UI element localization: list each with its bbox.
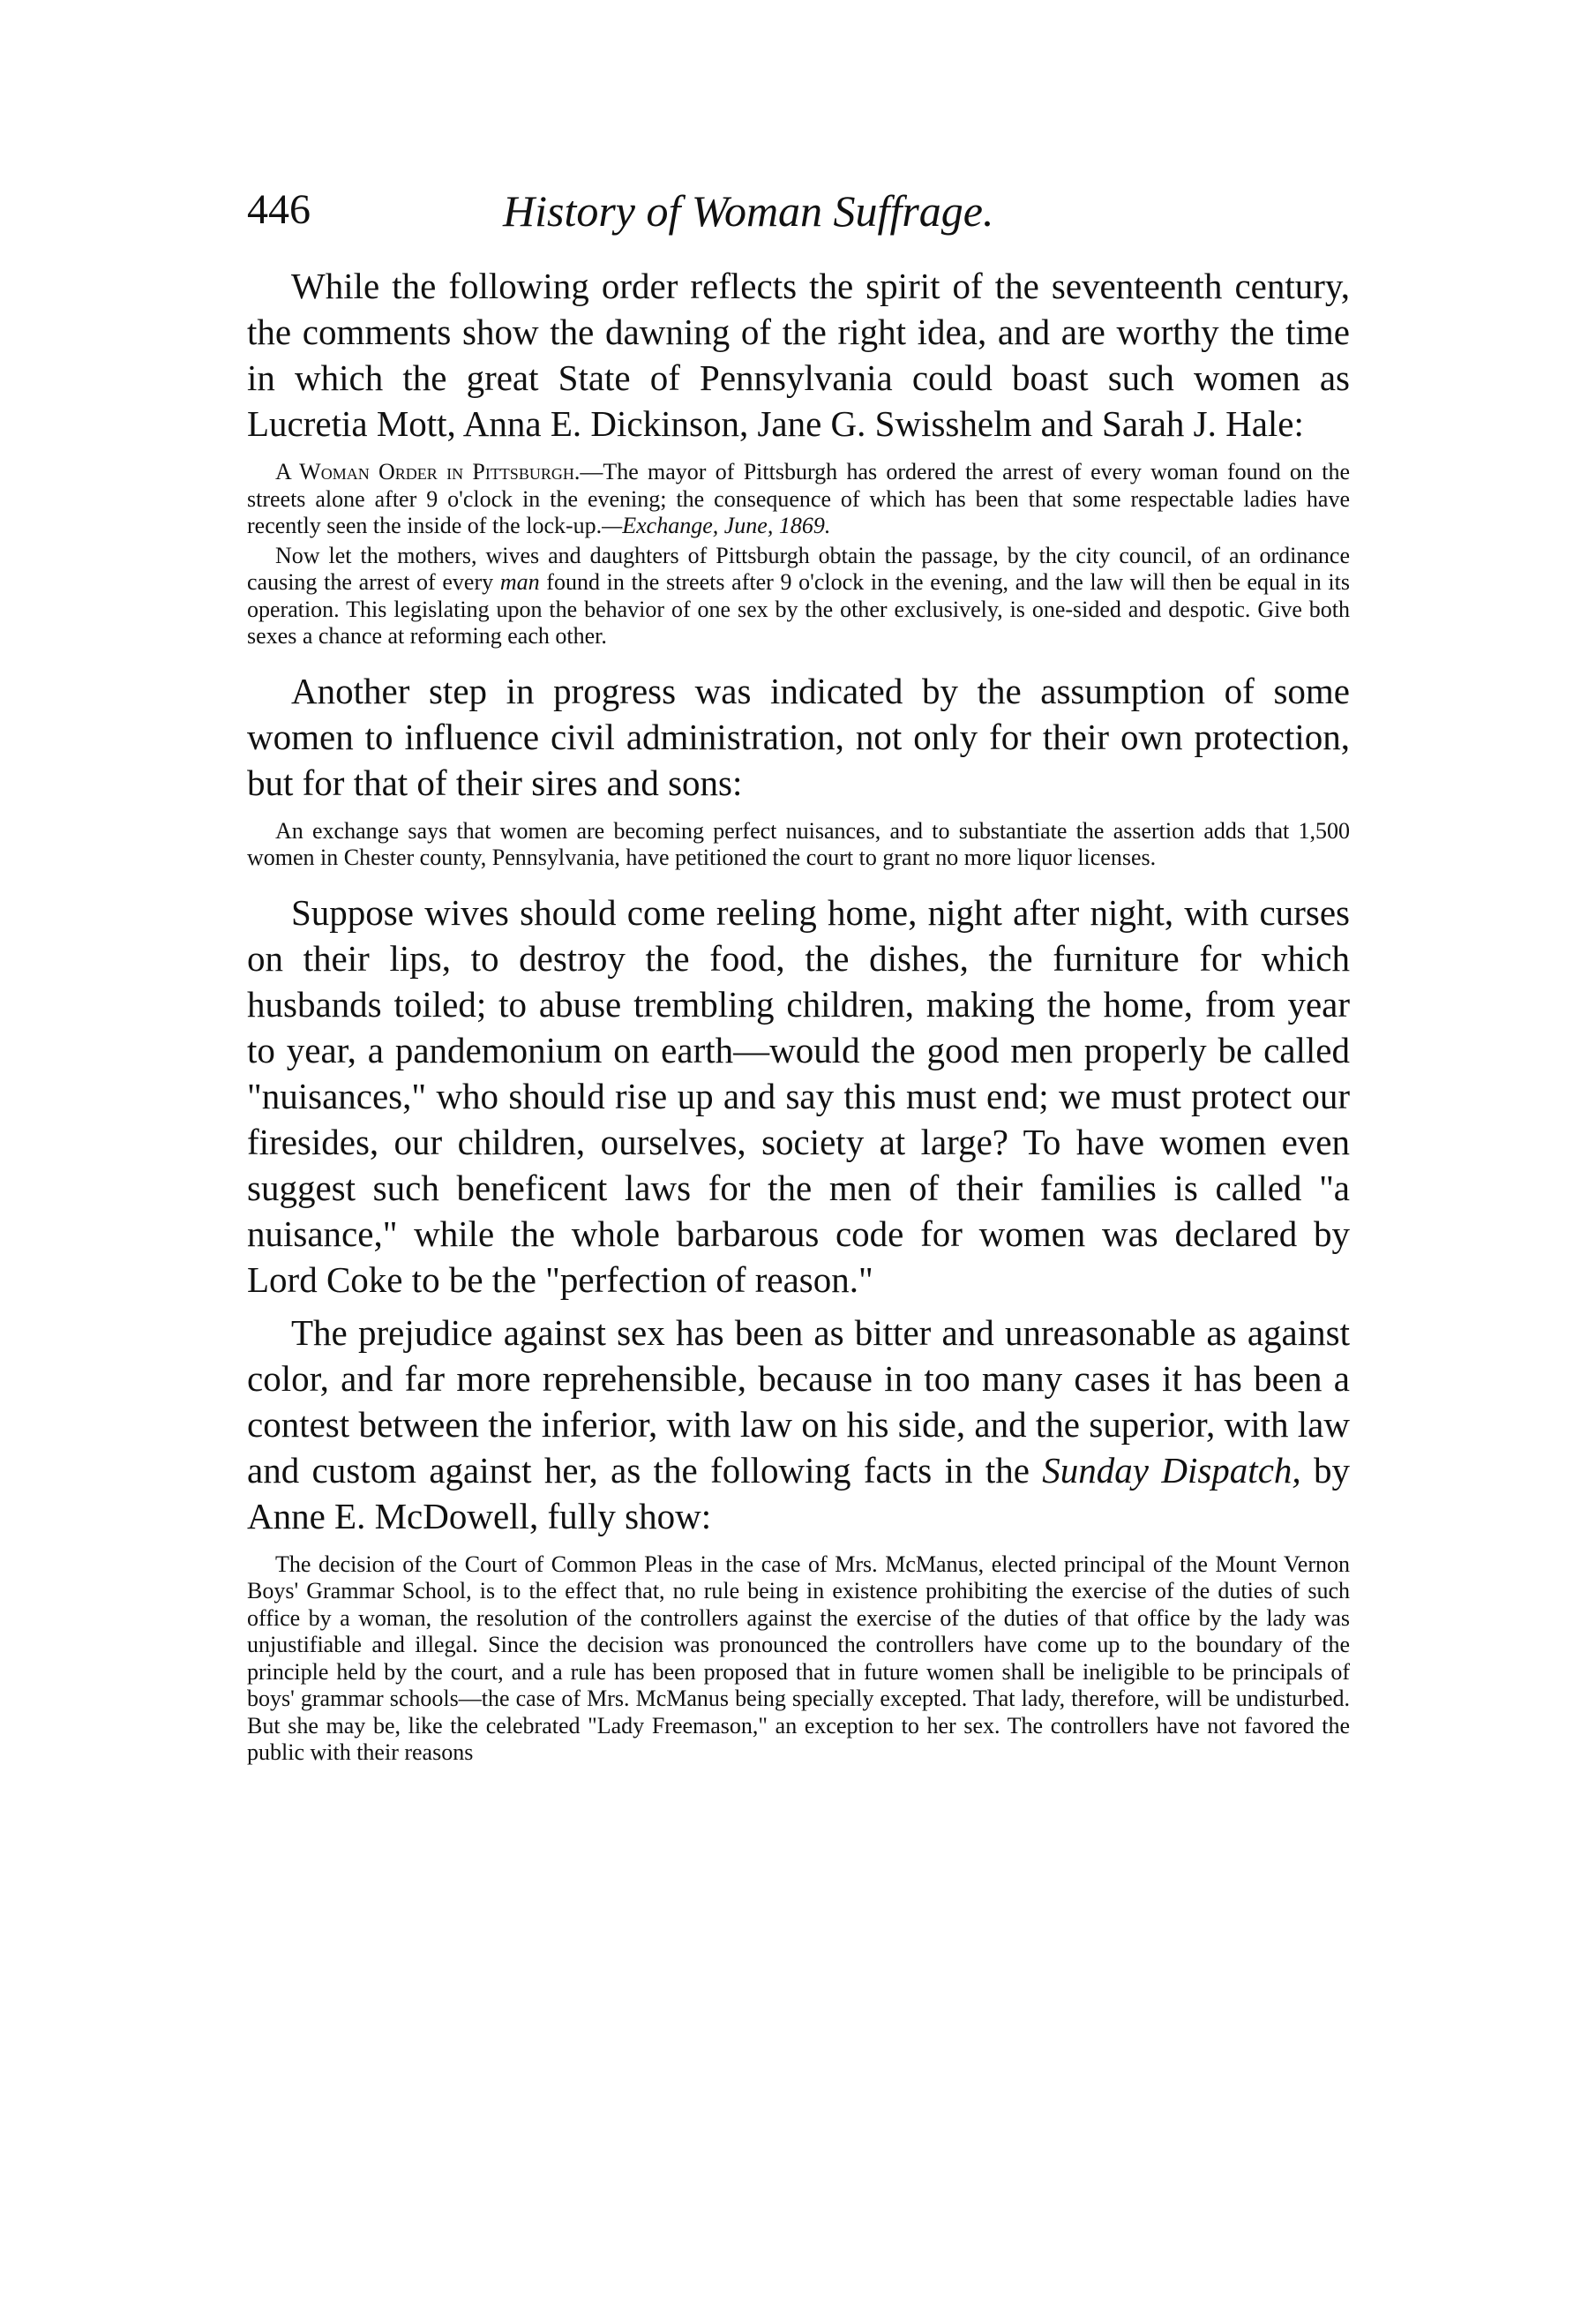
quote-comment-text: Now let the mothers, wives and daughters of Pittsburgh obtain the passage, by the city council, of an ordinance causing the arrest of every <box>247 542 1350 595</box>
quote-mcmanus-decision: The decision of the Court of Common Pleas in the case of Mrs. McManus, elected principal of the Mount Vernon Boys' Grammar School, is to the effect that, no rule being in existence prohibiting the exercise of the duties of such office by a woman, the resolution of the controllers against the exercise of the duties of that office by the lady was unjustifiable and illegal. Since the decision was pronounced the controllers have come up to the boundary of the principle held by the court, and a rule has been proposed that in future women shall be ineligible to be principals of boys' grammar schools—the case of Mrs. McManus being specially excepted. That lady, therefore, will be undisturbed. But she may be, like the celebrated "Lady Freemason," an exception to her sex. The controllers have not favored the public with their reasons <box>247 1551 1350 1765</box>
quote-pittsburgh-order <box>247 459 1350 540</box>
paragraph-civil-administration: Another step in progress was indicated by the assumption of some women to influence civil administration, not only for their own protection, but for that of their sires and sons: <box>247 670 1350 803</box>
emphasis-man: man <box>499 569 540 595</box>
running-head <box>247 185 1350 247</box>
quote-heading: A Woman Order in Pittsburgh. <box>275 459 581 484</box>
paragraph-suppose-wives: Suppose wives should come reeling home, night after night, with curses on their lips, to destroy the food, the dishes, the furniture for which husbands toiled; to abuse trembling children, making the home, from year to year, a pandemonium on earth—would the good men properly be called "nuisances," who should rise up and say this must end; we must protect our firesides, our children, ourselves, society at large? To have women even suggest such beneficent laws for the men of their families is called "a nuisance," while the whole barbarous code for women was declared by Lord Coke to be the "perfection of reason." <box>247 891 1350 1300</box>
quote-text: —The mayor of Pittsburgh has ordered the arrest of every woman found on the streets alone after 9 o'clock in the evening; the consequence of which has been that some respectable ladies have recently seen the inside of the lock-up. <box>247 459 1350 538</box>
paragraph-prejudice <box>247 1310 1350 1539</box>
quote-comment-text-end: found in the streets after 9 o'clock in the evening, and the law will then be equal in its operation. This legislating upon the behavior of one sex by the other exclusively, is one-sided and despotic. Give both sexes a chance at reforming each other. <box>247 569 1350 649</box>
paragraph-prejudice-text-end: by Anne E. McDowell, fully show: <box>247 1449 1350 1536</box>
paragraph-prejudice-text: The prejudice against sex has been as bitter and unreasonable as against color, and far more reprehensible, because in too many cases it has been a contest between the inferior, with law on his side, and the superior, with law and custom against her, as the following facts in the <box>247 1311 1350 1491</box>
quote-comment <box>247 543 1350 650</box>
book-page <box>247 185 1350 1769</box>
paragraph-intro: While the following order reflects the spirit of the seventeenth century, the comments show the dawning of the right idea, and are worthy the time in which the great State of Pennsylvania could boast such women as Lucretia Mott, Anna E. Dickinson, Jane G. Swisshelm and Sarah J. Hale: <box>247 266 1350 444</box>
quote-source: —Exchange, June, 1869. <box>602 513 831 538</box>
page-number: 446 <box>247 186 311 233</box>
running-title: History of Woman Suffrage. <box>503 186 994 236</box>
quote-nuisances: An exchange says that women are becoming perfect nuisances, and to substantiate the assertion adds that 1,500 women in Chester county, Pennsylvania, have petitioned the court to grant no more liquor licenses. <box>247 817 1350 870</box>
newspaper-title: Sunday Dispatch, <box>1042 1449 1301 1491</box>
